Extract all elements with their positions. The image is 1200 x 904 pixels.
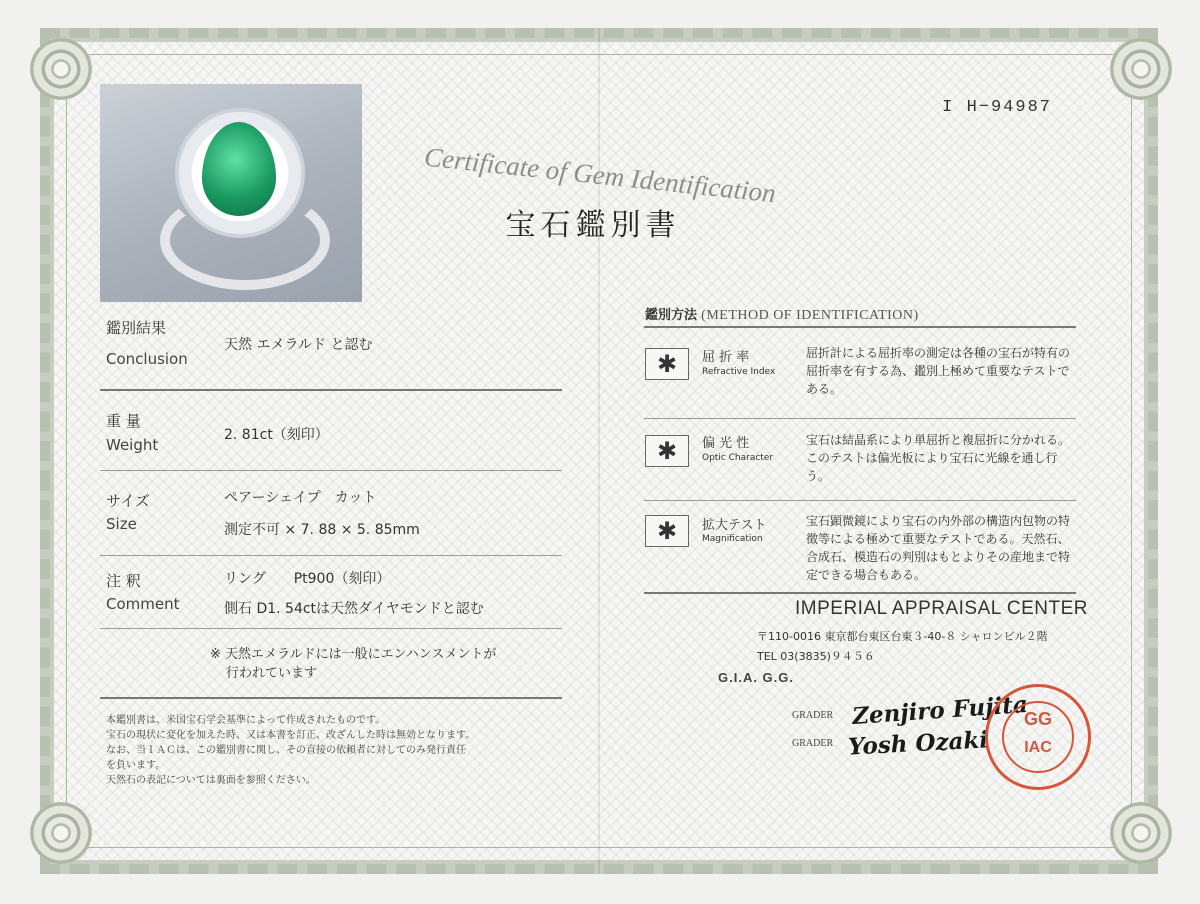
method-check-icon: ✱ (645, 435, 689, 467)
method-name-ja: 屈 折 率 (702, 350, 750, 365)
method-description: 宝石顕微鏡により宝石の内外部の構造内包物の特徴等による極めて重要なテストである。天然石、合成石、模造石の判別はもとよりその産地まで特定できる場合もある。 (806, 514, 1071, 582)
disclaimer-line: なお、当ＩＡＣは、この鑑別書に関し、その直接の依頼者に対してのみ発行責任 (106, 745, 466, 756)
disclaimer-line: 宝石の現状に変化を加えた時、又は本書を訂正、改ざんした時は無効となります。 (106, 730, 476, 741)
disclaimer-line: 天然石の表記については裏面を参照ください。 (106, 775, 316, 786)
method-name-en: Magnification (702, 534, 763, 544)
method-heading-en: (METHOD OF IDENTIFICATION) (701, 308, 919, 323)
method-check-icon: ✱ (645, 515, 689, 547)
method-description: 宝石は結晶系により単屈折と複屈折に分かれる。このテストは偏光板により宝石に光線を通し行う。 (806, 433, 1071, 483)
comment-label-en: Comment (106, 595, 180, 613)
divider (644, 592, 1076, 594)
method-name-en: Refractive Index (702, 367, 776, 377)
certificate-number: I H−94987 (942, 98, 1052, 117)
center-fold (598, 28, 600, 874)
weight-label-ja: 重 量 (106, 412, 141, 430)
divider (100, 389, 562, 391)
enhancement-note-cont: 行われています (226, 666, 318, 681)
corner-ornament-icon (30, 802, 92, 864)
size-value-dimensions: 測定不可 × 7. 88 × 5. 85mm (224, 522, 420, 538)
divider (100, 628, 562, 629)
comment-value-mount: リング Pt900（刻印） (224, 571, 391, 587)
method-name-ja: 拡大テスト (702, 518, 767, 533)
size-value-shape: ペアーシェイプ カット (224, 490, 377, 506)
divider (100, 470, 562, 471)
certificate-title-ja: 宝石鑑別書 (505, 208, 681, 243)
method-name-ja: 偏 光 性 (702, 436, 750, 451)
grader-label: GRADER (792, 738, 834, 749)
corner-ornament-icon (1110, 802, 1172, 864)
corner-ornament-icon (1110, 38, 1172, 100)
issuer-address: 〒110-0016 東京都台東区台東３-40-８ シャロンビル２階 (757, 630, 1048, 643)
enhancement-note: ※ 天然エメラルドには一般にエンハンスメントが (210, 647, 497, 662)
seal-text-top: GG (1023, 709, 1052, 729)
comment-value-side-stones: 側石 D1. 54ctは天然ダイヤモンドと認む (224, 601, 484, 617)
disclaimer-line: 本鑑別書は、米国宝石学会基準によって作成されたものです。 (106, 715, 386, 726)
grader-signature: Yosh Ozaki (847, 726, 989, 761)
method-description: 屈折計による屈折率の測定は各種の宝石が特有の屈折率を有する為、鑑別上極めて重要なテストである。 (806, 346, 1071, 396)
issuer-telephone: TEL 03(3835)９４５６ (757, 650, 875, 663)
corner-ornament-icon (30, 38, 92, 100)
weight-label-en: Weight (106, 436, 159, 454)
seal-stamp-icon (985, 684, 1091, 790)
method-heading (645, 304, 919, 324)
grader-label: GRADER (792, 710, 834, 721)
divider (644, 418, 1076, 419)
method-name-en: Optic Character (702, 453, 774, 463)
conclusion-label-en: Conclusion (106, 350, 188, 368)
divider (100, 555, 562, 556)
divider (644, 500, 1076, 501)
issuer-name: IMPERIAL APPRAISAL CENTER (795, 598, 1089, 619)
disclaimer-line: を負います。 (106, 760, 166, 771)
weight-value: 2. 81ct（刻印） (224, 427, 329, 443)
certificate-title-en: Certificate of Gem Identification (422, 141, 778, 209)
conclusion-label-ja: 鑑別結果 (106, 319, 167, 337)
seal-text-bottom: IAC (1024, 739, 1052, 756)
method-heading-ja: 鑑別方法 (645, 308, 698, 323)
conclusion-value: 天然 エメラルド と認む (224, 337, 373, 353)
size-label-en: Size (106, 515, 137, 533)
issuer-credential: G.I.A. G.G. (718, 670, 795, 685)
method-check-icon: ✱ (645, 348, 689, 380)
divider (644, 326, 1076, 328)
grader-signature: Zenjiro Fujita (851, 690, 1029, 731)
divider (100, 697, 562, 699)
comment-label-ja: 注 釈 (106, 572, 141, 590)
size-label-ja: サイズ (106, 492, 150, 510)
